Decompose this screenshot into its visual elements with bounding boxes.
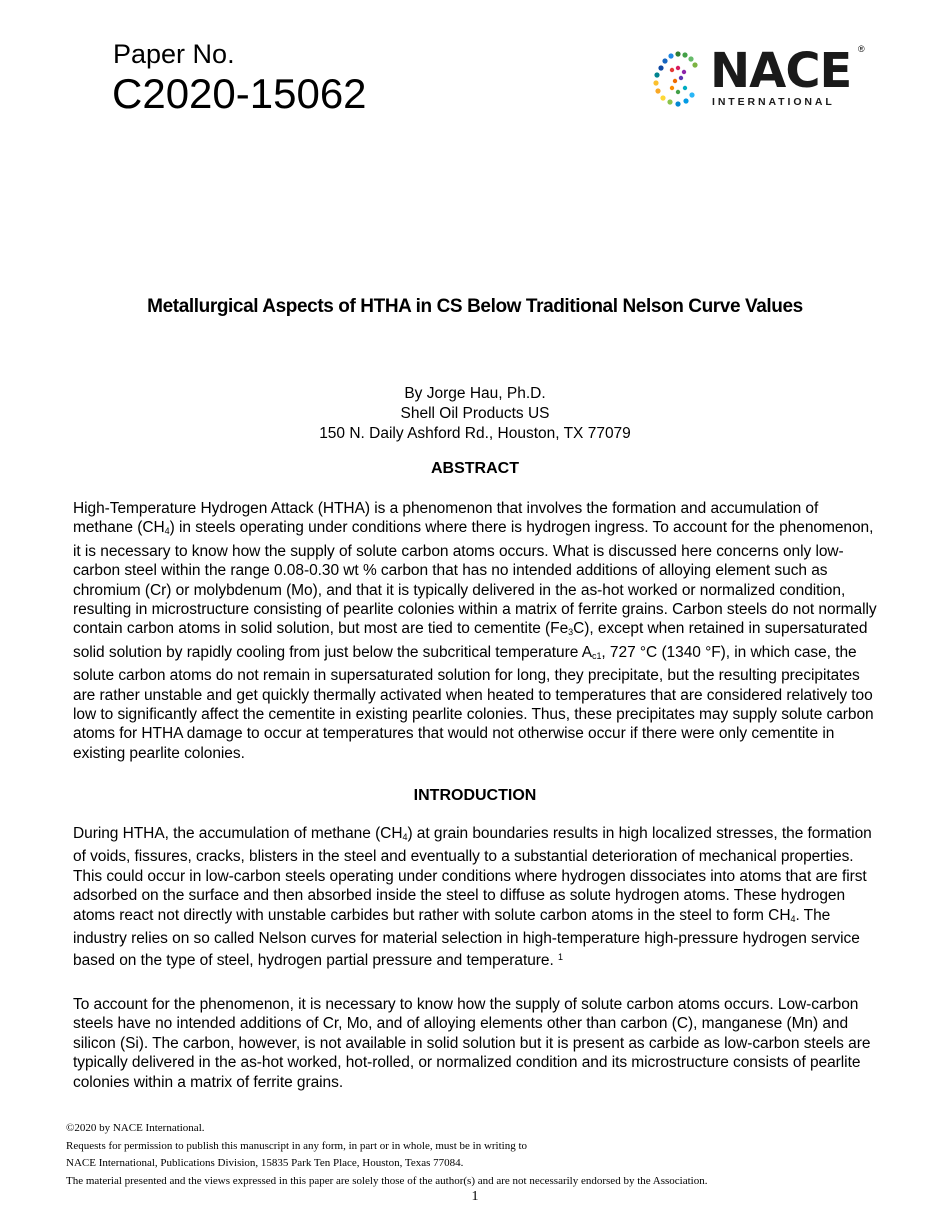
registered-mark: ®: [858, 44, 865, 54]
page-number: 1: [471, 1189, 479, 1204]
nace-logo: [648, 44, 870, 114]
copyright-footer: ©2020 by NACE International. Requests for permission to publish this manuscript in any form, in part or in whole, must be in writing to NACE International, Publications Division, 15835 Park Ten Place, Houston, Texas 77084. The material presented and the views expressed in this paper are solely those of the author(s) and are not necessarily endorsed by the Association.: [66, 1122, 708, 1187]
introduction-paragraph-2: To account for the phenomenon, it is necessary to know how the supply of solute carbon atoms occurs. Low-carbon steels have no intended additions of Cr, Mo, and of alloying elements other than carbon (C), manganese (Mn) and silicon (Si). The carbon, however, is not available in solid solution but it is present as carbide as low-carbon steels are typically delivered in the as-hot worked, hot-rolled, or normalized condition and its microstructure consists of pearlite colonies within a matrix of ferrite grains.: [73, 996, 871, 1091]
abstract-heading: ABSTRACT: [431, 460, 519, 477]
author: By Jorge Hau, Ph.D.: [404, 385, 546, 402]
affiliation: Shell Oil Products US: [400, 405, 550, 422]
paper-number: C2020-15062: [112, 70, 367, 117]
logo-wordmark: NACE: [710, 43, 852, 99]
abstract-paragraph: High-Temperature Hydrogen Attack (HTHA) is a phenomenon that involves the formation and accumulation of methane $(CH_4)$ in steels operating under conditions where there is hydrogen ingress. To account for the phenomenon, it is necessary to know how the supply of solute carbon atoms occurs. What is discussed here concerns only low-carbon steel within the range 0.08-0.30 wt % carbon that has no intended additions of alloying element such as chromium (Cr) or molybdenum (Mo), and that it is typically delivered in the as-hot worked or normalized condition, resulting in microstructure consisting of pearlite colonies within a matrix of ferrite grains. Carbon steels do not normally contain carbon atoms in solid solution, but most are tied to cementite $(Fe_3C)$, except when retained in supersaturated solid solution by rapidly cooling from just below the subcritical temperature $A_{c1}$, 727 °C (1340 °F), in which case, the solute carbon atoms do not remain in supersaturated solution for long, they precipitate, but the resulting precipitates are rather unstable and get quickly thermally activated when heated to temperatures that are considered relatively too low to significantly affect the cementite in existing pearlite colonies. Thus, these precipitates may supply solute carbon atoms for HTHA damage to occur at temperatures that would not otherwise occur if there were only cementite in existing pearlite colonies.: [73, 500, 877, 762]
logo-subtitle: INTERNATIONAL: [712, 96, 835, 108]
byline: [200, 384, 750, 444]
paper-title: Metallurgical Aspects of HTHA in CS Below Traditional Nelson Curve Values: [147, 296, 803, 317]
introduction-heading: INTRODUCTION: [413, 787, 537, 804]
address: 150 N. Daily Ashford Rd., Houston, TX 77079: [319, 425, 631, 442]
nace-swirl-icon: [648, 48, 710, 110]
introduction-paragraph-1: During HTHA, the accumulation of methane $(CH_4)$ at grain boundaries results in high localized stresses, the formation of voids, fissures, cracks, blisters in the steel and eventually to a substantial deterioration of mechanical properties. This could occur in low-carbon steels operating under conditions where hydrogen dissociates into atoms that are first adsorbed on the surface and then absorbed inside the steel to diffuse as solute hydrogen atoms. These hydrogen atoms react not directly with unstable carbides but rather with solute carbon atoms in the steel to form $CH_4$. The industry relies on so called Nelson curves for material selection in high-temperature high-pressure hydrogen service based on the type of steel, hydrogen partial pressure and temperature. $^1$: [73, 825, 872, 970]
paper-number-label: Paper No.: [113, 39, 235, 69]
